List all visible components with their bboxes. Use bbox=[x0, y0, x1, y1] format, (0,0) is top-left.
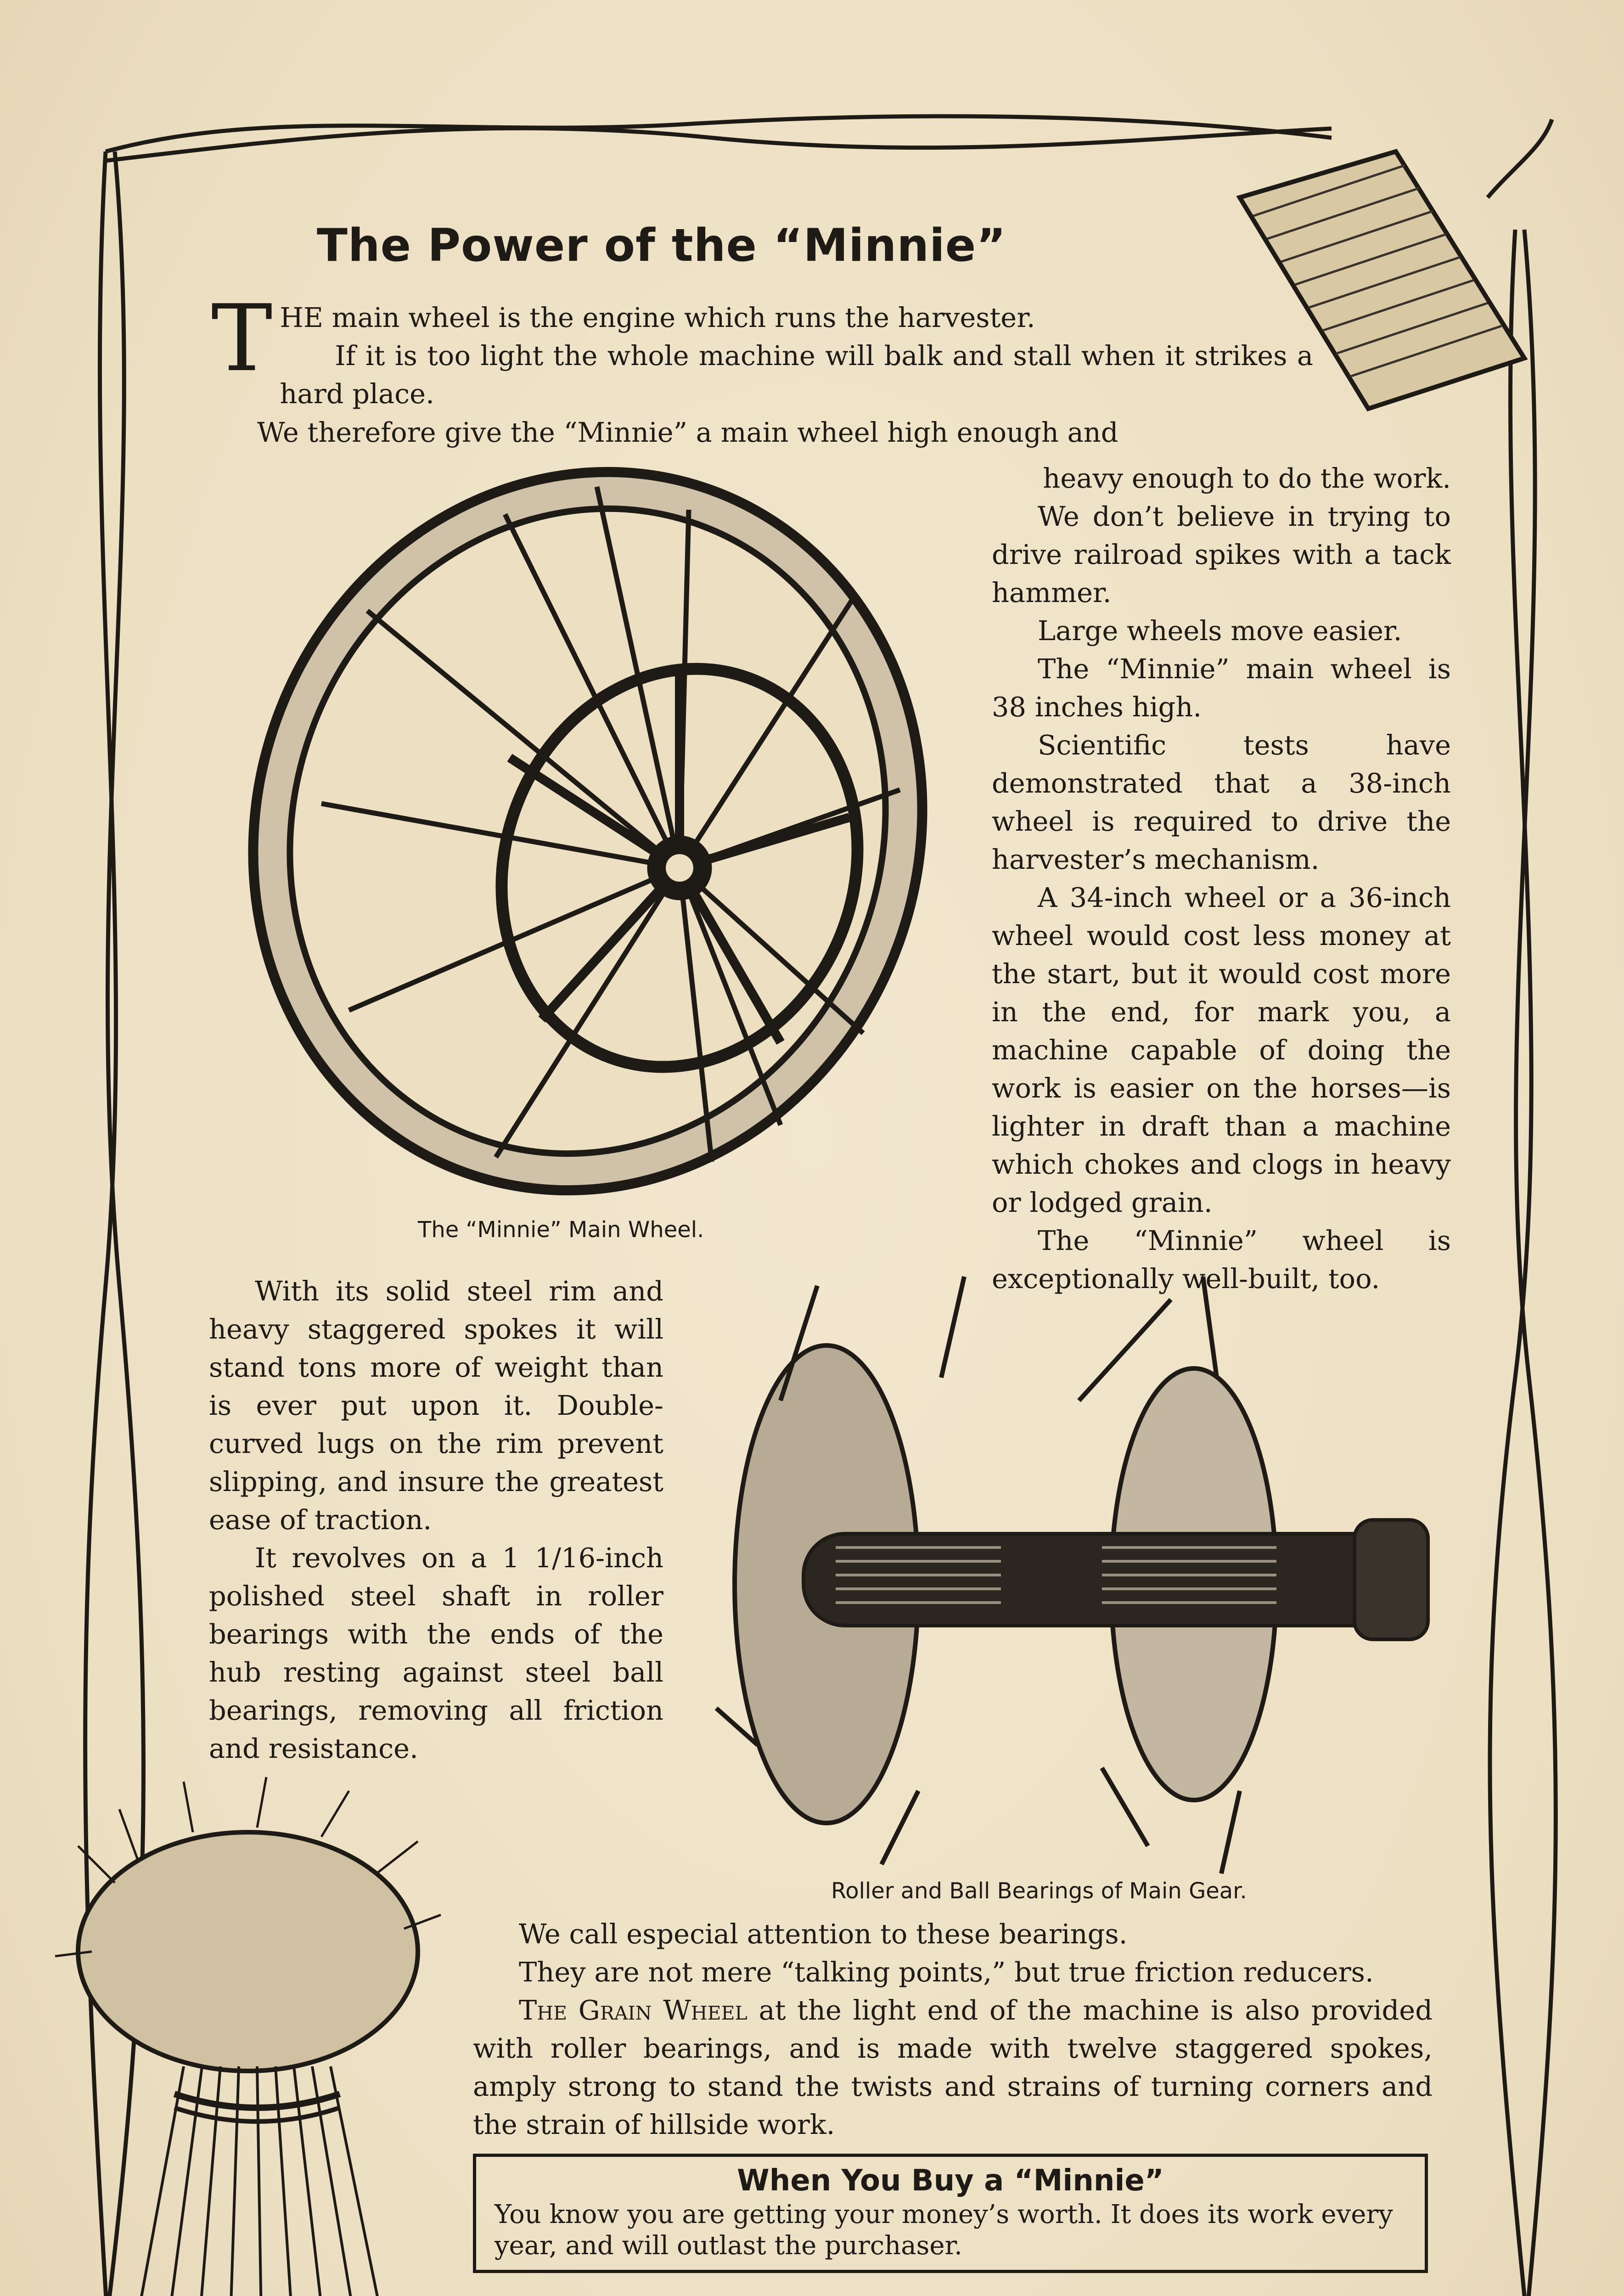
paragraph-1: If it is too light the whole machine will balk and stall when it strikes a hard place. bbox=[280, 340, 1313, 410]
paragraph-4: Large wheels move easier. bbox=[1038, 615, 1402, 647]
left-paragraph-2-a: It revolves on a bbox=[255, 1542, 487, 1574]
bearing-caption: Roller and Ball Bearings of Main Gear. bbox=[831, 1878, 1247, 1904]
paragraph-3: We don’t believe in trying to drive railroad spikes with a tack hammer. bbox=[992, 501, 1451, 608]
grain-wheel-term: The Grain Wheel bbox=[519, 1994, 747, 2026]
left-column bbox=[209, 1272, 663, 1767]
callout-box bbox=[473, 2154, 1428, 2273]
bearings-paragraph-3 bbox=[473, 1991, 1433, 2144]
bearings-paragraph-2: They are not mere “talking points,” but true friction reducers. bbox=[519, 1956, 1374, 1988]
bearings-paragraph-1: We call especial attention to these bearings. bbox=[519, 1918, 1128, 1950]
intro-block bbox=[211, 285, 1313, 413]
intro-line: HE main wheel is the engine which runs the harvester. bbox=[280, 302, 1035, 333]
right-column bbox=[992, 459, 1451, 1298]
page-title: The Power of the “Minnie” bbox=[317, 219, 1006, 272]
shaft-fraction: 1 1/16 bbox=[502, 1542, 596, 1574]
callout-text: You know you are getting your money’s worth. It does its work every year, and will outlast the purchaser. bbox=[495, 2200, 1393, 2261]
paragraph-7: A 34-inch wheel or a 36-inch wheel would cost less money at the start, but it would cost more in the end, for mark you, a machine capable of doing the work is easier on the horses—is lighter in draft than a machine which chokes and clogs in heavy or lodged grain. bbox=[992, 882, 1451, 1218]
paragraph-2-end: heavy enough to do the work. bbox=[1043, 462, 1451, 494]
wheat-sheaf-illustration bbox=[55, 1777, 441, 2296]
paragraph-5: The “Minnie” main wheel is 38 inches high. bbox=[992, 653, 1451, 723]
paragraph-6: Scientific tests have demonstrated that a 38-inch wheel is required to drive the harvester’s mechanism. bbox=[992, 729, 1451, 875]
wheel-caption: The “Minnie” Main Wheel. bbox=[418, 1217, 704, 1243]
callout-title: When You Buy a “Minnie” bbox=[737, 2164, 1164, 2198]
left-paragraph-2 bbox=[209, 1539, 663, 1767]
roller-bearing-illustration bbox=[716, 1277, 1428, 1874]
bearings-block bbox=[473, 1915, 1433, 2144]
bearings-paragraph-3-rest: at the light end of the machine is also provided with roller bearings, and is made with twelve staggered spokes, amply strong to stand the twists and strains of turning corners and the strain of hillside work. bbox=[473, 1994, 1433, 2140]
paragraph-2-start: We therefore give the “Minnie” a main wheel high enough and bbox=[257, 416, 1118, 448]
main-wheel-illustration bbox=[153, 377, 1023, 1285]
left-paragraph-2-b: -inch polished steel shaft in roller bearings with the ends of the hub resting against steel ball bearings, removing all friction and resistance. bbox=[209, 1542, 663, 1764]
paragraph-8: The “Minnie” wheel is exceptionally well-built, too. bbox=[992, 1225, 1451, 1294]
left-paragraph-1: With its solid steel rim and heavy staggered spokes it will stand tons more of weight than is ever put upon it. Double-curved lugs on the rim prevent slipping, and insure the greatest ease of traction. bbox=[209, 1275, 663, 1536]
drop-cap: T bbox=[211, 285, 273, 392]
